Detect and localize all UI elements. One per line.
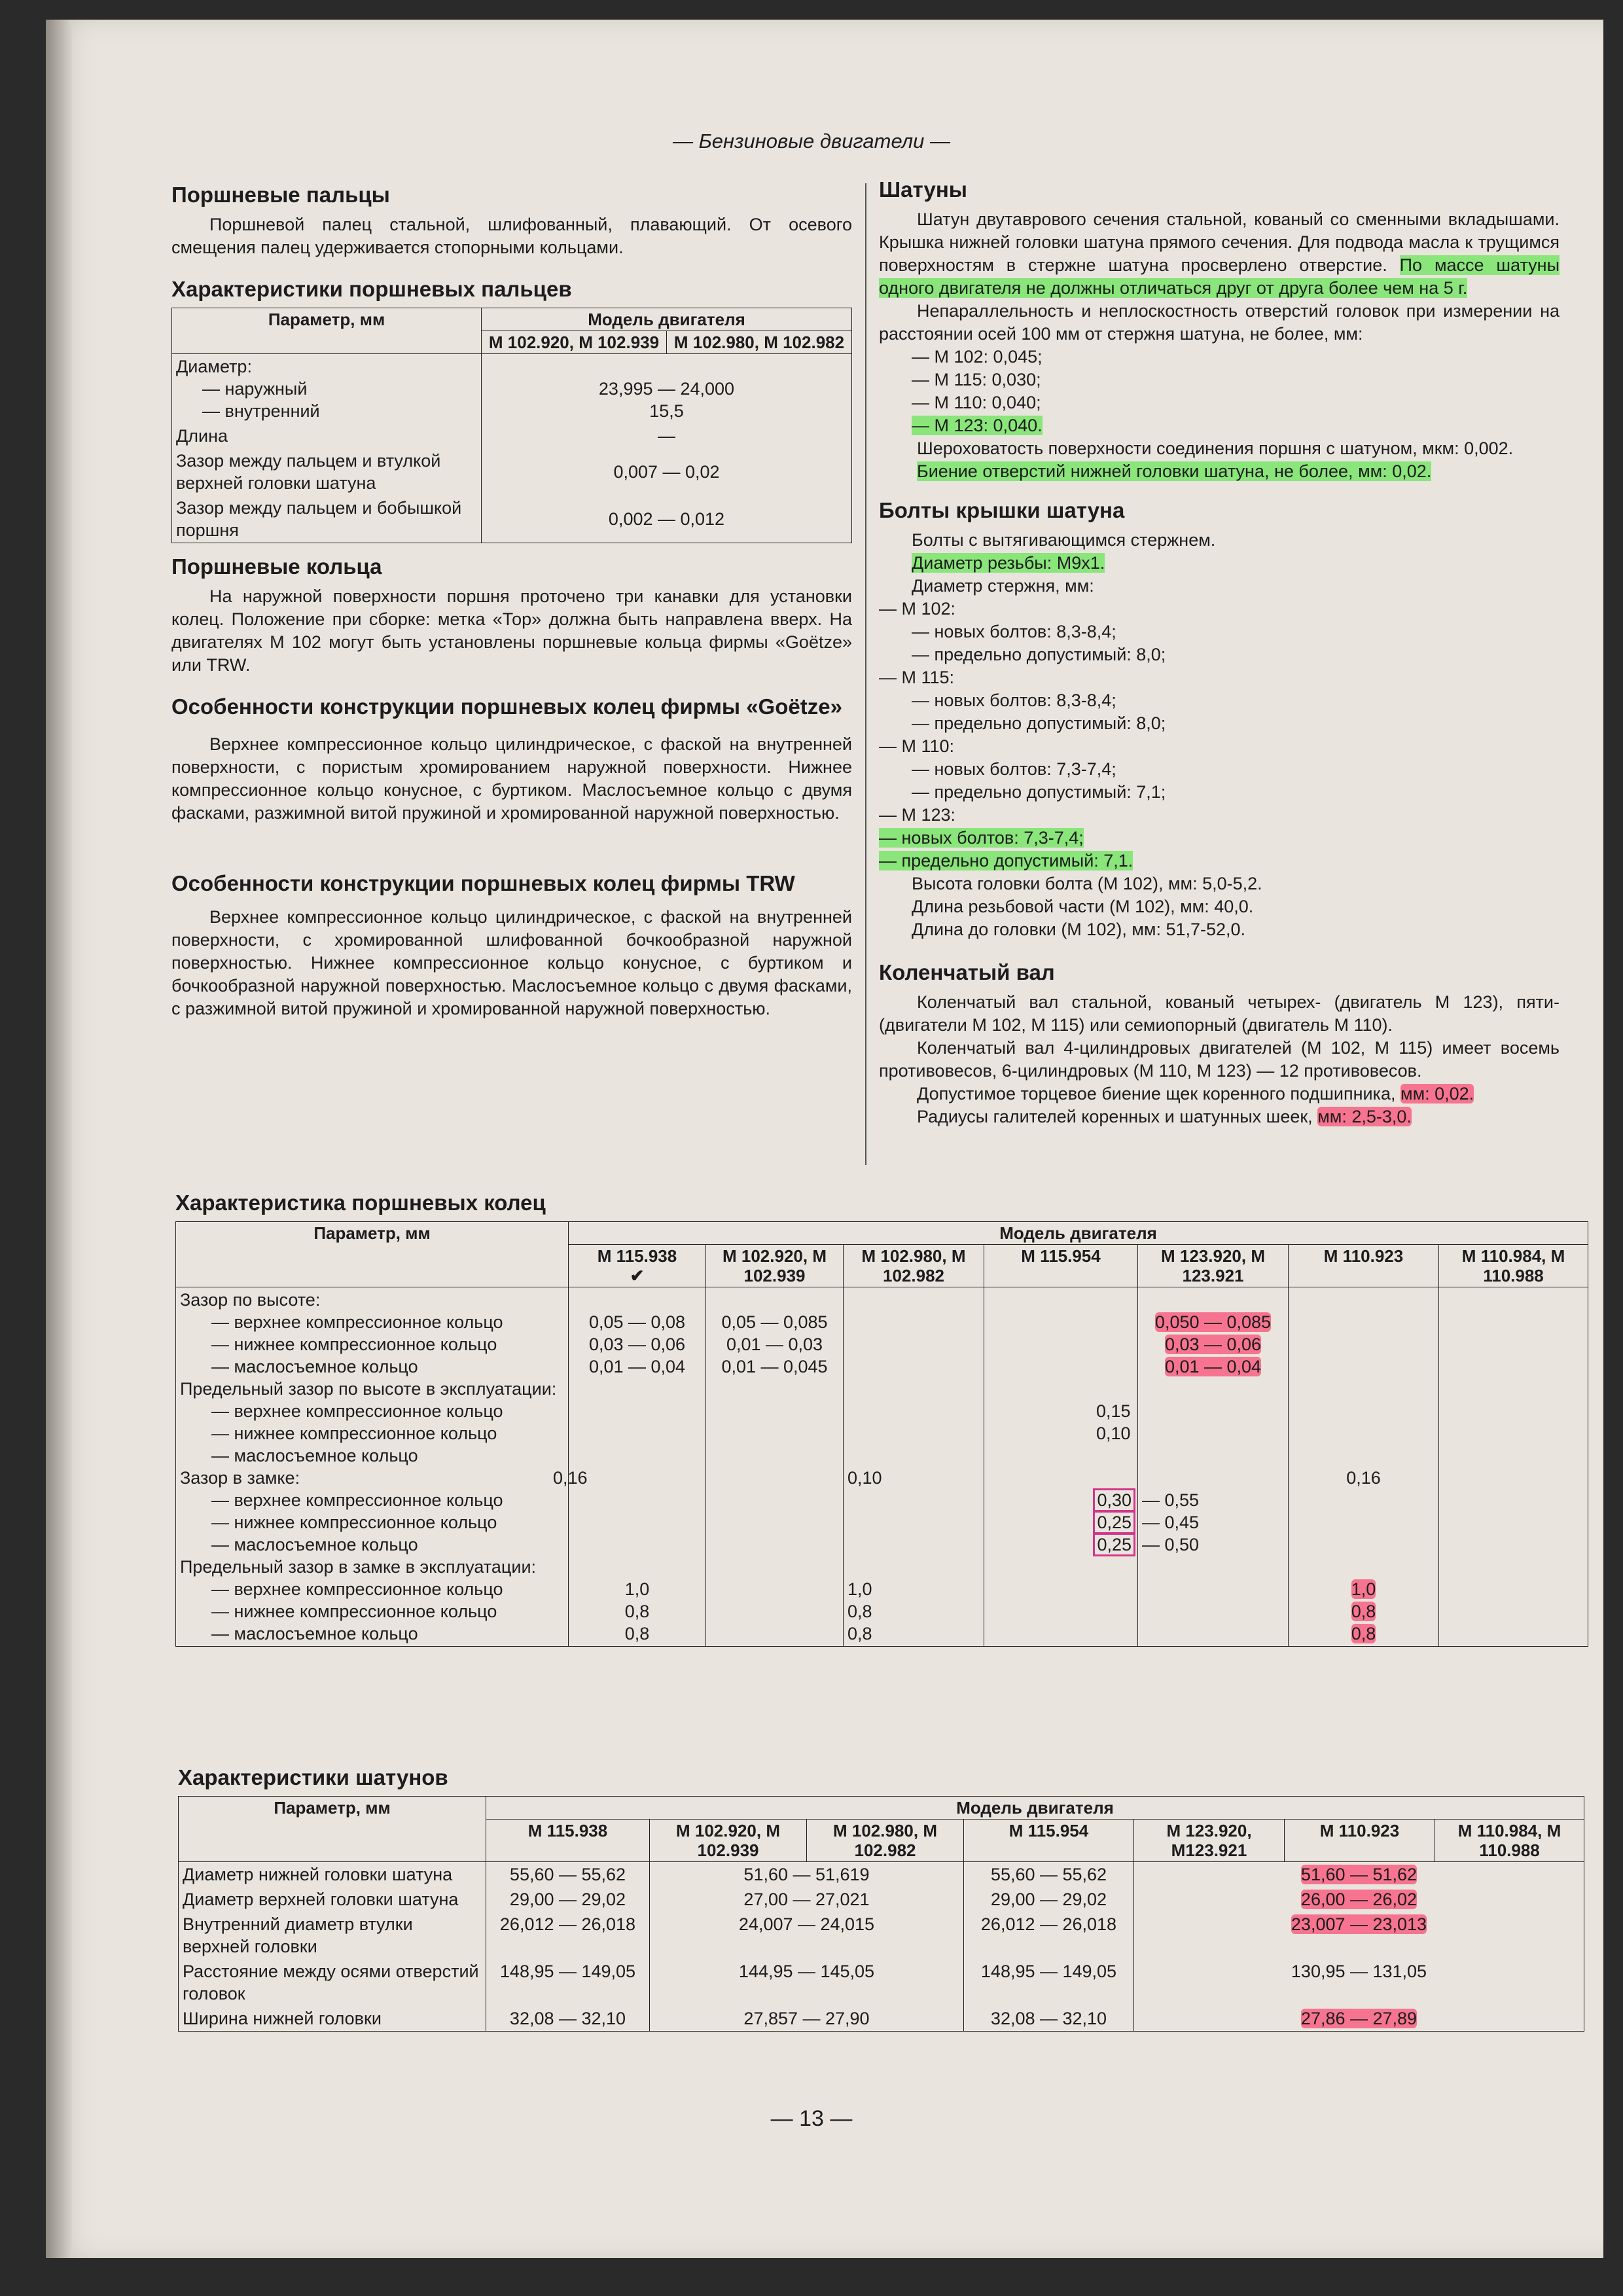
rods-mass-highlight: По массе шатуны одного двигателя не должны отличаться друг от друга более чем на 5 г. [879, 255, 1560, 298]
pin-param-header: Параметр, мм [172, 308, 482, 354]
bolts-l9: — предельно допустимый: 8,0; [912, 713, 1166, 733]
bolts-l10: — М 110: [879, 736, 955, 756]
rods-row-5: Ширина нижней головки [179, 2006, 486, 2032]
pins-text: Поршневой палец стальной, шлифованный, плавающий. От осевого смещения палец удерживается стопорными кольцами. [171, 215, 852, 257]
rings-model-6: М 110.923 [1289, 1245, 1439, 1287]
bolts-l18: Длина до головки (М 102), мм: 51,7-52,0. [912, 920, 1246, 939]
bolts-l8: — новых болтов: 8,3-8,4; [912, 691, 1116, 710]
bolts-l12: — предельно допустимый: 7,1; [912, 782, 1166, 802]
rings-table-title: Характеристика поршневых колец [175, 1191, 546, 1215]
crank-title: Коленчатый вал [879, 960, 1055, 984]
rings-param-header: Параметр, мм [176, 1222, 569, 1287]
rods-model-7: М 110.984, М 110.988 [1435, 1820, 1584, 1862]
gap-oil-min: 0,25 [1095, 1535, 1133, 1554]
pin-gap-boss-value: 0,002 — 0,012 [482, 495, 852, 543]
rods-table: Параметр, мм Модель двигателя М 115.938 М 102.920, М 102.939 М 102.980, М 102.982 М 115.954 М 123.920, М123.921 М 110.923 М 110.984, М 110.988 Диаметр нижней головки шатуна 55,60 — 55,62 51,60 — 51,619 55,60 — 55,62 51,60 — 51,62 Диаметр верхней головки шатуна 29,00 — 29,02 27,00 — 27,021 29,00 — 29,02 26,00 — 26,02 Внутренний диаметр втулки верхней головки 26,012 — 26,018 24,007 — 24,015 26,012 — 26,018 23,007 — 23,013 Расстояние между осями отверстий головок 148,95 — 149,05 144,95 — 145,05 148,95 — 149,05 130,95 — 131,05 Ширина нижней головки 32,08 — 32,10 27,857 — 27,90 32,08 — 32,10 27,86 — 27,89 [178, 1796, 1584, 2032]
rings-params-col: Зазор по высоте: — верхнее компрессионное кольцо — нижнее компрессионное кольцо — маслосъемное кольцо Предельный зазор по высоте в эксплуатации: — верхнее компрессионное кольцо — нижнее компрессионное кольцо — маслосъемное кольцо Зазор в замке: — верхнее компрессионное кольцо — нижнее компрессионное кольцо — маслосъемное кольцо Предельный зазор в замке в эксплуатации: — верхнее компрессионное кольцо — нижнее компрессионное кольцо — маслосъемное кольцо [176, 1287, 569, 1647]
rods-model-2: М 102.920, М 102.939 [650, 1820, 807, 1862]
pin-model-b: М 102.980, М 102.982 [667, 331, 852, 354]
trw-text: Верхнее компрессионное кольцо цилиндрическое, с фаской на внутренней поверхности, с хромированной шлифованной бочкообразной наружной поверхностью. Нижнее компрессионное кольцо конусное, с буртиком и бочкообразной наружной поверхностью. Маслосъемное кольцо с двумя фасками, с разжимной витой пружиной и хромированной наружной поверхностью. [171, 907, 852, 1018]
rods-table-title: Характеристики шатунов [178, 1765, 448, 1789]
rings-col-5: 0,050 — 0,085 0,03 — 0,06 0,01 — 0,04 0,15 0,10 — 0,55 — 0,45 — 0,50 [1138, 1287, 1289, 1647]
pin-row-diameter: Диаметр: [176, 357, 252, 376]
trw-title: Особенности конструкции поршневых колец фирмы TRW [171, 871, 795, 895]
pin-model-header: Модель двигателя [482, 308, 852, 331]
bolts-l5: — новых болтов: 8,3-8,4; [912, 622, 1116, 641]
rings-model-4: М 115.954 [984, 1245, 1138, 1287]
pin-table-title: Характеристики поршневых пальцев [171, 277, 572, 301]
rods-model-3: М 102.980, М 102.982 [807, 1820, 964, 1862]
page-number: — 13 — [770, 2106, 853, 2131]
rings-col-4 [984, 1287, 1138, 1647]
running-header: — Бензиновые двигатели — [673, 130, 950, 152]
bolts-l6: — предельно допустимый: 8,0; [912, 645, 1166, 664]
pin-model-a: М 102.920, М 102.939 [482, 331, 667, 354]
rings-col-6: 0,16 1,0 0,8 0,8 [1289, 1287, 1439, 1647]
bolts-l11: — новых болтов: 7,3-7,4; [912, 759, 1116, 779]
rods-table-section [178, 1765, 1584, 2032]
rings-table [175, 1221, 1588, 1647]
rods-model-6: М 110.923 [1285, 1820, 1435, 1862]
pins-title: Поршневые пальцы [171, 183, 390, 207]
left-column [171, 182, 852, 1020]
rings-col-7 [1439, 1287, 1588, 1647]
nonpar-m102: — М 102: 0,045; [912, 347, 1043, 367]
pin-inner-value: 15,5 [649, 401, 684, 421]
rods-row-1: Диаметр нижней головки шатуна [179, 1862, 486, 1888]
rings-model-1: М 115.938 ✔ [569, 1245, 706, 1287]
pin-row-inner: — внутренний [202, 401, 320, 421]
rods-param-header: Параметр, мм [179, 1797, 486, 1862]
column-divider [865, 183, 866, 1165]
crank-text-1: Коленчатый вал стальной, кованый четырех- (двигатель М 123), пяти- (двигатели М 102, М 115) или семиопорный (двигатель М 110). [879, 992, 1560, 1035]
crank-text-4: Радиусы галителей коренных и шатунных шеек, [917, 1107, 1313, 1126]
bolts-l14: — новых болтов: 7,3-7,4; [879, 828, 1084, 848]
nonparallel-text: Непараллельность и неплоскостность отверстий головок при измерении на расстоянии осей 100 мм от стержня шатуна, не более, мм: [879, 301, 1560, 344]
rods-model-4: М 115.954 [964, 1820, 1134, 1862]
rings-table-section [175, 1190, 1588, 1647]
bolts-l17: Длина резьбовой части (М 102), мм: 40,0. [912, 897, 1254, 916]
rings-col-3: 0,10 1,0 0,8 0,8 [844, 1287, 984, 1647]
rods-row-4: Расстояние между осями отверстий головок [179, 1959, 486, 2006]
bolts-l13: — М 123: [879, 805, 956, 825]
pin-row-length: Длина [172, 423, 482, 448]
goetze-title: Особенности конструкции поршневых колец фирмы «Goëtze» [171, 694, 842, 719]
crank-fillet-value: мм: 2,5-3,0. [1317, 1107, 1412, 1126]
pin-length-value: — [482, 423, 852, 448]
rings-text: На наружной поверхности поршня проточено три канавки для установки колец. Положение при сборке: метка «Тор» должна быть направлена вверх. На двигателях М 102 могут быть установлены поршневые кольца фирмы «Goëtze» или TRW. [171, 586, 852, 675]
rings-model-2: М 102.920, М 102.939 [706, 1245, 844, 1287]
bolts-l4: — М 102: [879, 599, 956, 619]
rods-title: Шатуны [879, 177, 967, 202]
rings-col-1: 0,05 — 0,08 0,03 — 0,06 0,01 — 0,04 0,16 1,0 0,8 0,8 [569, 1287, 706, 1647]
rods-model-5: М 123.920, М123.921 [1134, 1820, 1285, 1862]
crank-text-2: Коленчатый вал 4-цилиндровых двигателей (М 102, М 115) имеет восемь противовесов, 6-цилиндровых (М 110, М 123) — 12 противовесов. [879, 1038, 1560, 1081]
nonpar-m123: — М 123: 0,040. [912, 416, 1043, 435]
pin-row-outer: — наружный [202, 379, 308, 399]
gap-low-min: 0,25 [1095, 1513, 1133, 1532]
nonpar-m115: — М 115: 0,030; [912, 370, 1041, 389]
pin-row-gap-boss: Зазор между пальцем и бобышкой поршня [172, 495, 482, 543]
crank-text-3: Допустимое торцевое биение щек коренного подшипника, [917, 1084, 1396, 1103]
bolts-l1: Болты с вытягивающимся стержнем. [912, 530, 1216, 550]
bolts-l15: — предельно допустимый: 7,1. [879, 851, 1133, 870]
nonpar-m110: — М 110: 0,040; [912, 393, 1041, 412]
right-column [879, 177, 1560, 1128]
check-icon: ✔ [630, 1266, 645, 1285]
bolts-l16: Высота головки болта (М 102), мм: 5,0-5,2. [912, 874, 1262, 893]
rods-row-3: Внутренний диаметр втулки верхней головки [179, 1912, 486, 1959]
rods-row-2: Диаметр верхней головки шатуна [179, 1887, 486, 1912]
rings-col-2: 0,05 — 0,085 0,01 — 0,03 0,01 — 0,045 [706, 1287, 844, 1647]
bolts-l7: — М 115: [879, 668, 955, 687]
bolts-l3: Диаметр стержня, мм: [912, 576, 1094, 596]
rings-model-header: Модель двигателя [569, 1222, 1588, 1245]
bolts-l2: Диаметр резьбы: М9х1. [912, 553, 1105, 573]
rings-model-7: М 110.984, М 110.988 [1439, 1245, 1588, 1287]
gap-top-min: 0,30 [1095, 1490, 1133, 1510]
rods-model-header: Модель двигателя [486, 1797, 1584, 1820]
rings-model-3: М 102.980, М 102.982 [844, 1245, 984, 1287]
bolts-title: Болты крышки шатуна [879, 498, 1125, 522]
crank-runout-value: мм: 0,02. [1400, 1084, 1474, 1103]
runout-text: Биение отверстий нижней головки шатуна, не более, мм: 0,02. [917, 461, 1432, 481]
rings-title: Поршневые кольца [171, 554, 382, 579]
pin-table [171, 308, 852, 543]
rods-model-1: М 115.938 [486, 1820, 650, 1862]
goetze-text: Верхнее компрессионное кольцо цилиндрическое, с фаской на внутренней поверхности, с пористым хромированием наружной поверхности. Нижнее компрессионное кольцо конусное, с буртиком. Маслосъемное кольцо с двумя фасками, разжимной витой пружиной и хромированной наружной поверхностью. [171, 734, 852, 823]
roughness-text: Шероховатость поверхности соединения поршня с шатуном, мкм: 0,002. [917, 439, 1514, 458]
pin-outer-value: 23,995 — 24,000 [598, 379, 735, 399]
pin-row-gap-bushing: Зазор между пальцем и втулкой верхней головки шатуна [172, 448, 482, 495]
rings-model-5: М 123.920, М 123.921 [1138, 1245, 1289, 1287]
rods-text: Шатун двутаврового сечения стальной, кованый со сменными вкладышами. Крышка нижней головки шатуна прямого сечения. Для подвода масла к трущимся поверхностям в стержне шатуна просверлено отверстие. [879, 209, 1560, 275]
pin-gap-bushing-value: 0,007 — 0,02 [482, 448, 852, 495]
book-spine [46, 20, 72, 2258]
